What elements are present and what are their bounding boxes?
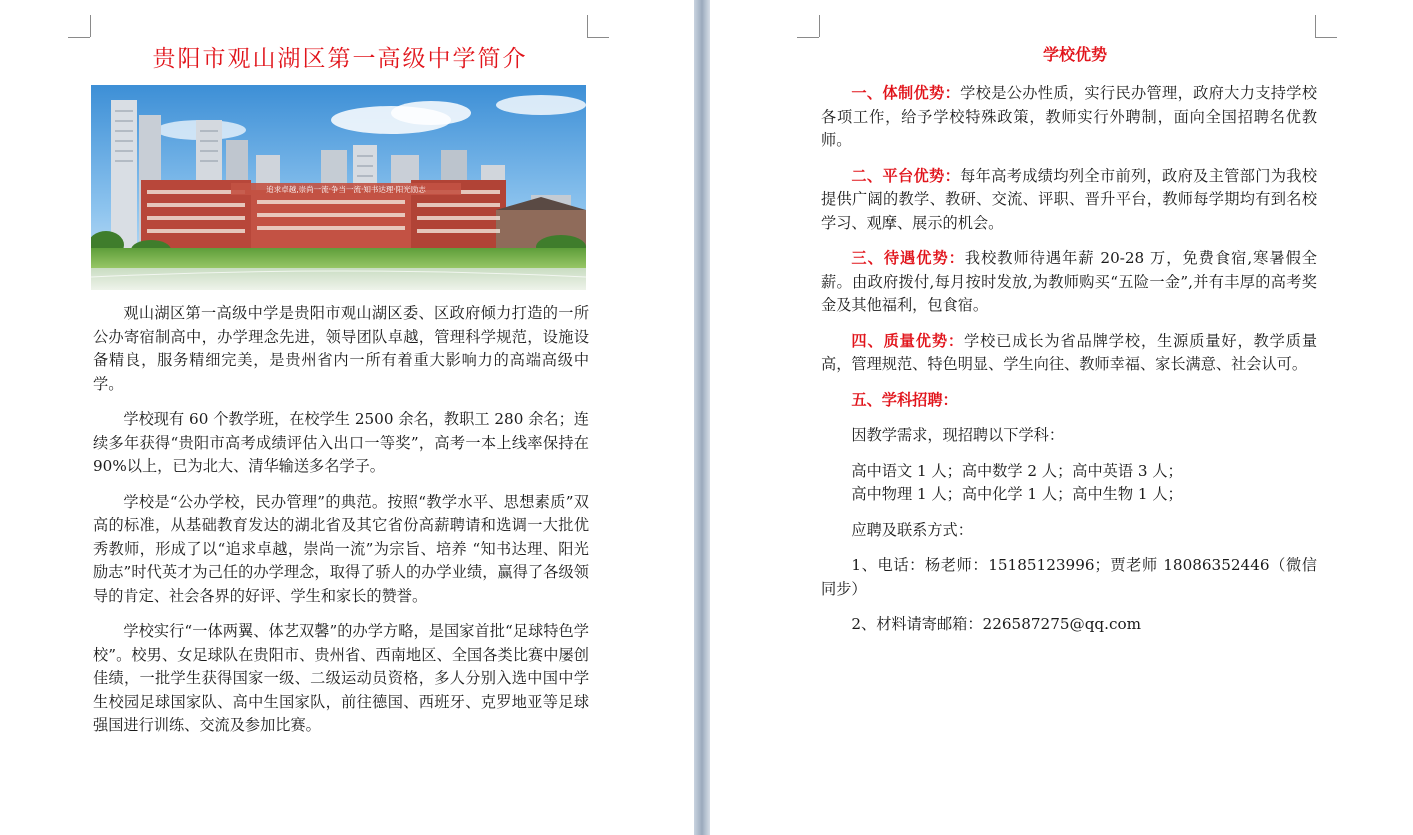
contact-heading: 应聘及联系方式： — [851, 520, 973, 539]
advantages-body — [821, 82, 1317, 649]
recruit-heading: 五、学科招聘： — [851, 390, 958, 409]
advantage-paragraph — [821, 82, 1317, 153]
advantage-text: 我校教师待遇年薪 20-28 万，免费食宿,寒暑假全薪。由政府拨付,每月按时发放,为教师购买“五险一金”,并有丰厚的高考奖金及其他福利，包食宿。 — [821, 249, 1317, 314]
intro-paragraph: 学校实行“一体两翼、体艺双馨”的办学方略，是国家首批“足球特色学校”。校男、女足球队在贵阳市、贵州省、西南地区、全国各类比赛中屡创佳绩，一批学生获得国家一级、二级运动员资格，多人分别入选中国中学生校园足球国家队、高中生国家队，前往德国、西班牙、克罗地亚等足球强国进行训练、交流及参加比赛。 — [93, 622, 589, 734]
recruit-paragraph — [821, 389, 1317, 413]
advantage-heading: 三、待遇优势： — [851, 249, 965, 267]
advantage-heading: 一、体制优势： — [851, 84, 961, 102]
subjects-line: 高中物理 1 人；高中化学 1 人；高中生物 1 人； — [851, 485, 1183, 503]
advantage-paragraph — [821, 247, 1317, 318]
advantage-text: 学校是公办性质，实行民办管理，政府大力支持学校各项工作，给予学校特殊政策，教师实行外聘制，面向全国招聘名优教师。 — [821, 84, 1318, 149]
subjects-line: 高中语文 1 人；高中数学 2 人；高中英语 3 人； — [851, 461, 1183, 480]
advantage-text: 每年高考成绩均列全市前列，政府及主管部门为我校提供广阔的教学、教研、交流、评职、晋升平台，教师每学期均有到名校学习、观摩、展示的机会。 — [821, 166, 1318, 232]
recruit-intro: 因教学需求，现招聘以下学科： — [851, 426, 1065, 444]
advantage-text: 学校已成长为省品牌学校，生源质量好，教学质量高，管理规范、特色明显、学生向往、教师幸福、家长满意、社会认可。 — [821, 331, 1318, 373]
school-building-photo — [91, 85, 586, 290]
document-title: 贵阳市观山湖区第一高级中学简介 — [152, 46, 528, 72]
advantage-heading: 四、质量优势： — [851, 331, 964, 350]
intro-paragraph: 学校是“公办学校，民办管理”的典范。按照“教学水平、思想素质”双高的标准，从基础教育发达的湖北省及其它省份高薪聘请和选调一大批优秀教师，形成了以“追求卓越，崇尚一流”为宗旨、培养 “知书达理、阳光励志”时代英才为己任的办学理念，取得了骄人的办学业绩，赢得了各级领导的肯定、社会各界的好评、学生和家长的赞誉。 — [93, 492, 589, 605]
advantage-heading: 二、平台优势： — [851, 166, 961, 185]
advantage-paragraph — [821, 330, 1317, 377]
intro-body — [93, 302, 589, 750]
advantage-paragraph — [821, 165, 1317, 236]
photo-banner-text: 追求卓越,崇尚一流·争当一流·知书达理·阳光励志 — [266, 185, 426, 194]
intro-paragraph: 学校现有 60 个教学班，在校学生 2500 余名，教职工 280 余名；连续多年获得“贵阳市高考成绩评估入出口一等奖”，高考一本上线率保持在 90%以上，已为北大、清华输送多名学子。 — [93, 410, 589, 475]
section-title: 学校优势 — [1042, 45, 1107, 64]
document-page-left — [0, 0, 694, 835]
page-gutter — [694, 0, 710, 835]
contact-phone: 1、电话：杨老师：15185123996；贾老师 18086352446（微信同步） — [821, 556, 1317, 598]
intro-paragraph: 观山湖区第一高级中学是贵阳市观山湖区委、区政府倾力打造的一所公办寄宿制高中，办学理念先进，领导团队卓越，管理科学规范，设施设备精良，服务精细完美，是贵州省内一所有着重大影响力的高端高级中学。 — [93, 304, 589, 393]
contact-email: 2、材料请寄邮箱：226587275@qq.com — [851, 615, 1142, 633]
